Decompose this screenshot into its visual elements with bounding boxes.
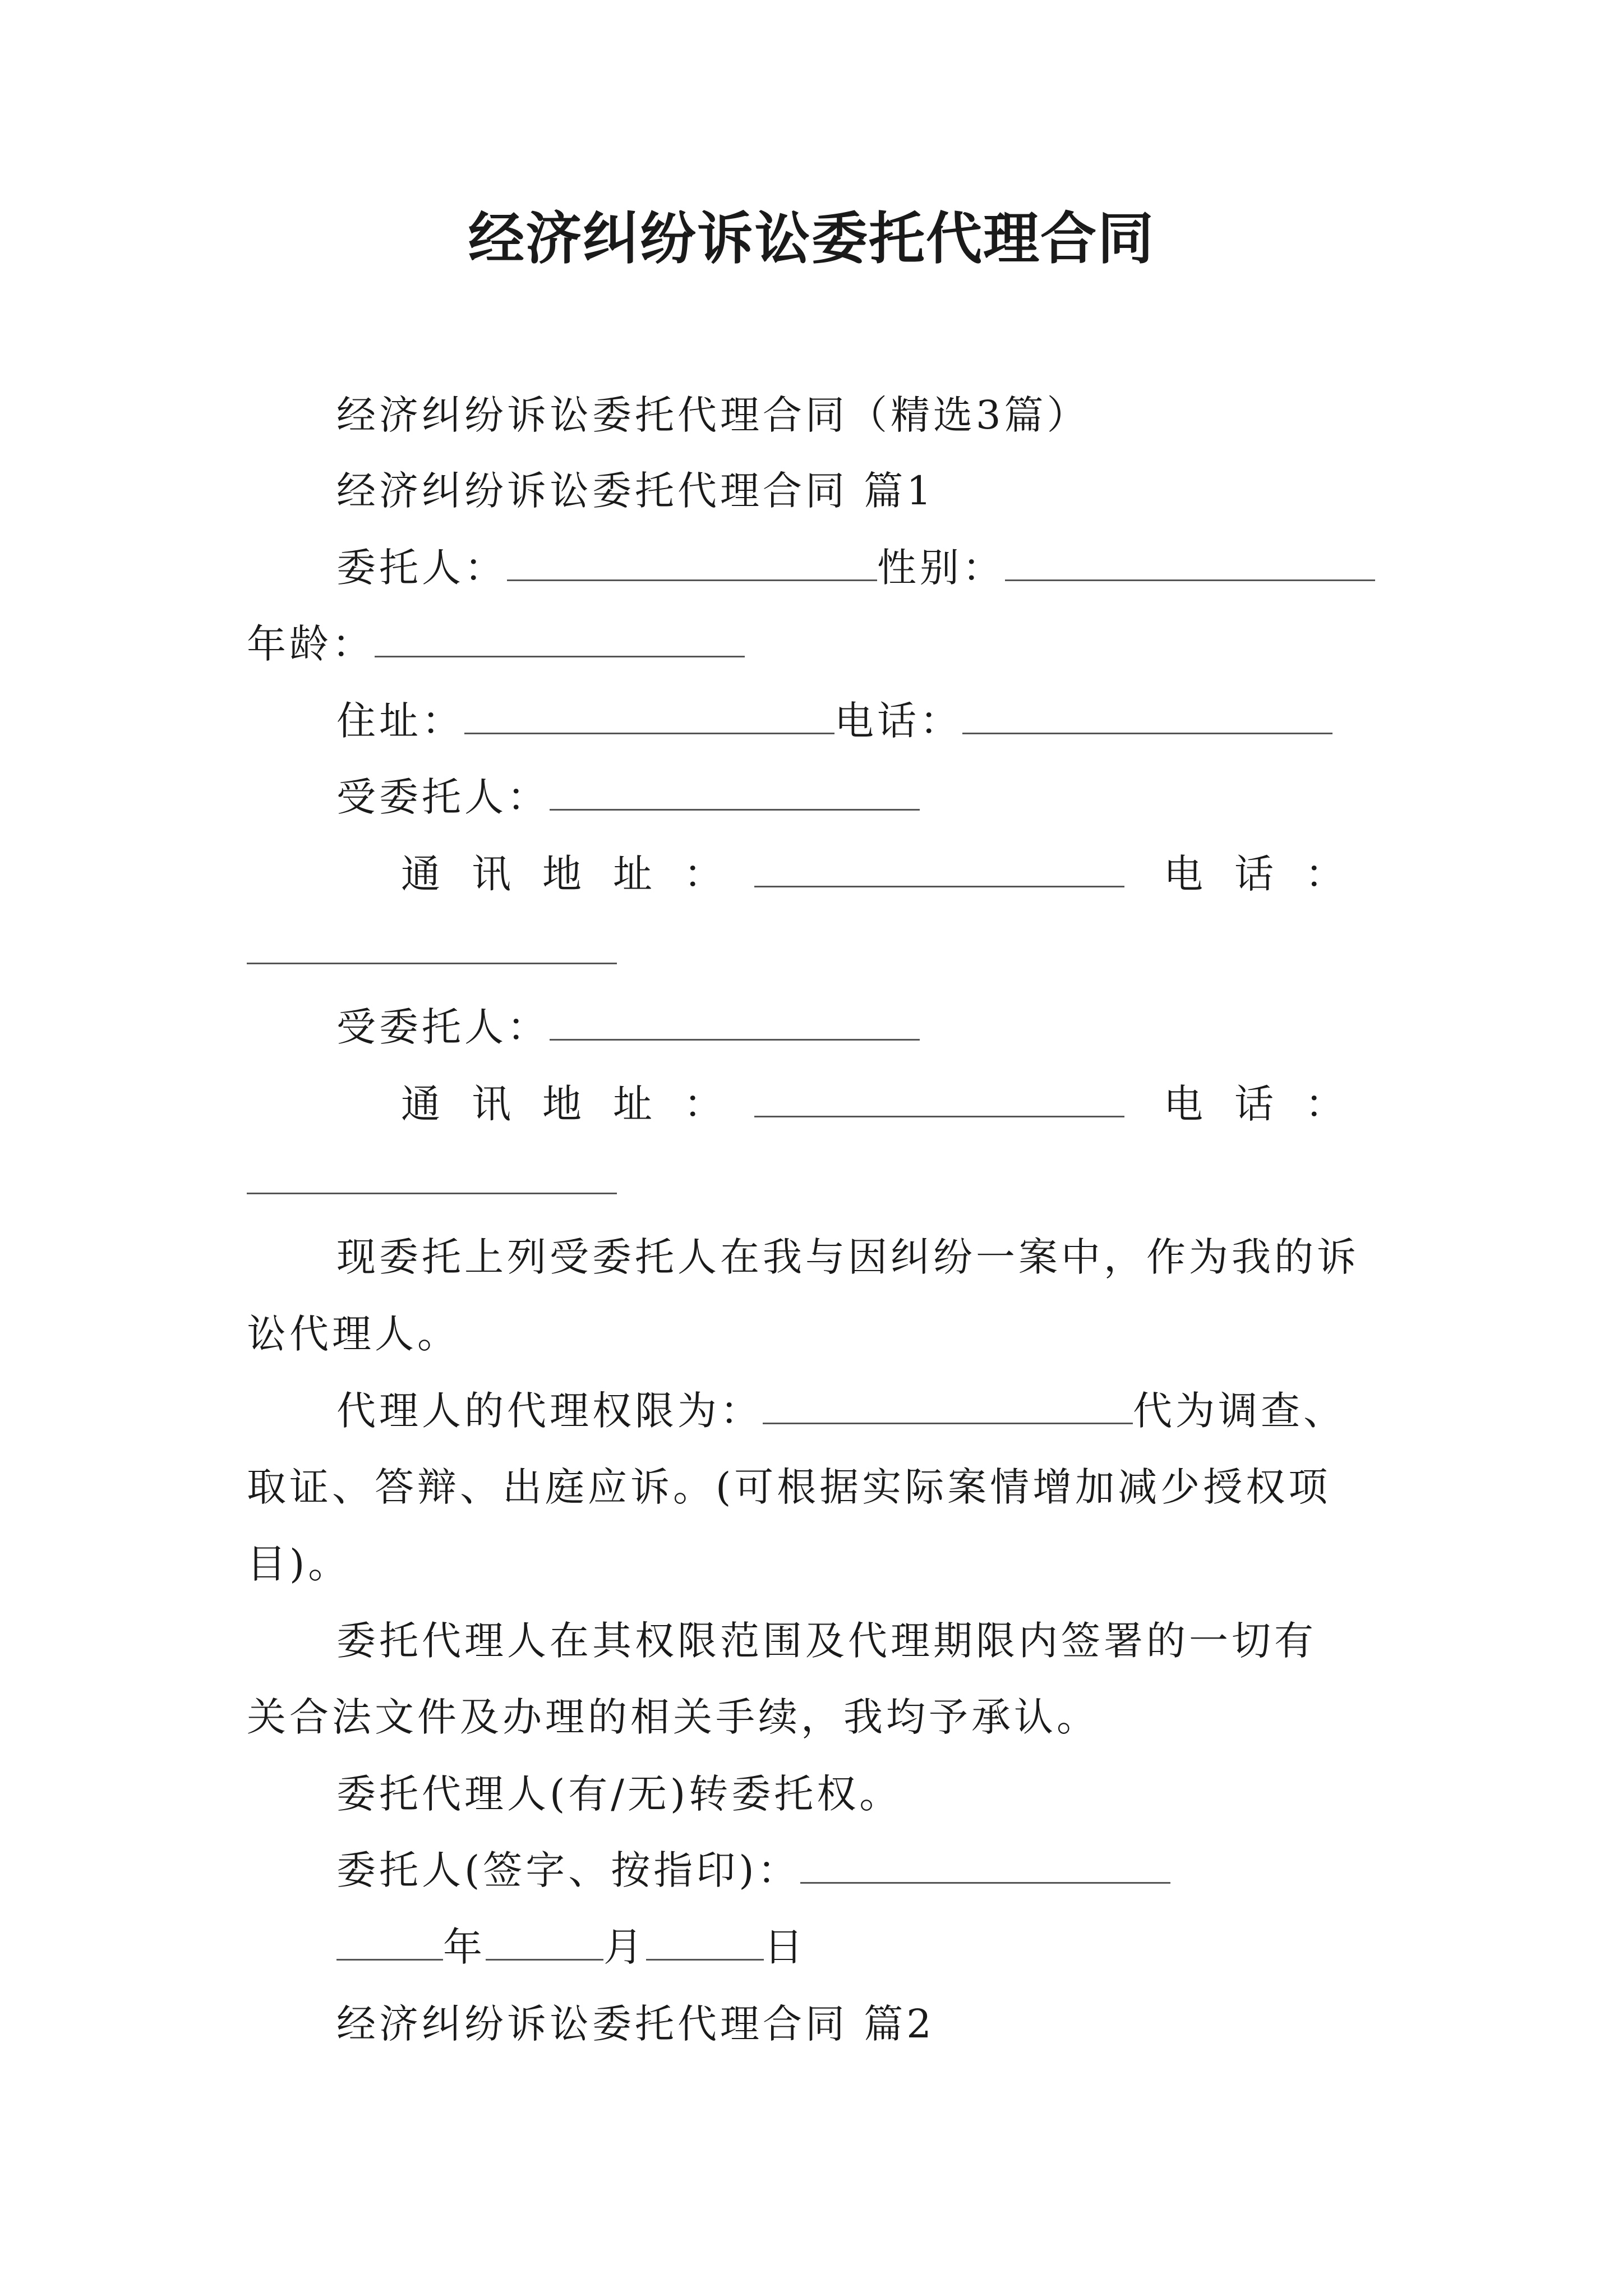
date-month-label: 月 — [603, 1924, 646, 1970]
comm-phone-line — [247, 923, 617, 979]
document-subtitle: 经济纠纷诉讼委托代理合同（精选3篇） — [336, 392, 1090, 438]
agent-blank — [550, 772, 920, 811]
phone-blank — [962, 696, 1332, 734]
agent2-blank — [550, 1002, 920, 1041]
comm-phone-label-2: 电话： — [1164, 1081, 1376, 1127]
section1-heading: 经济纠纷诉讼委托代理合同 篇1 — [336, 468, 935, 514]
agent2-line — [336, 999, 920, 1055]
document-title: 经济纠纷诉讼委托代理合同 — [468, 205, 1155, 272]
authority-line-3: 目)。 — [247, 1541, 351, 1587]
principal-label: 委托人： — [336, 545, 507, 591]
gender-label: 性别： — [877, 545, 1005, 591]
address-line — [336, 693, 1332, 749]
comm-phone-blank-2 — [247, 1156, 617, 1194]
day-blank — [646, 1922, 764, 1961]
date-year-label: 年 — [443, 1924, 486, 1970]
comm-address-blank-2 — [754, 1079, 1124, 1117]
subdelegate-line: 委托代理人(有/无)转委托权。 — [336, 1771, 902, 1817]
signature-label: 委托人(签字、按指印)： — [336, 1847, 800, 1893]
section2-heading: 经济纠纷诉讼委托代理合同 篇2 — [336, 2001, 935, 2047]
authority-blank — [763, 1386, 1133, 1424]
authority-line-2: 取证、答辩、出庭应诉。(可根据实际案情增加减少授权项 — [247, 1464, 1331, 1510]
signature-line — [336, 1842, 1170, 1898]
authority-label: 代理人的代理权限为： — [336, 1388, 763, 1434]
gender-blank — [1005, 542, 1375, 581]
address-label: 住址： — [336, 698, 464, 744]
comm-address-label-2: 通讯地址： — [401, 1081, 754, 1127]
entrust-paragraph-line-1: 现委托上列受委托人在我与因纠纷一案中，作为我的诉 — [336, 1234, 1359, 1280]
entrust-paragraph-line-2: 讼代理人。 — [247, 1311, 460, 1357]
principal-blank — [507, 542, 877, 581]
comm-address-label: 通讯地址： — [401, 851, 754, 897]
signature-blank — [800, 1845, 1170, 1884]
age-line — [247, 616, 745, 672]
age-blank — [375, 619, 745, 657]
acknowledge-line-1: 委托代理人在其权限范围及代理期限内签署的一切有 — [336, 1618, 1317, 1664]
month-blank — [486, 1922, 603, 1961]
principal-line — [336, 540, 1375, 596]
comm-line — [401, 846, 1376, 902]
authority-tail: 代为调查、 — [1133, 1388, 1346, 1434]
date-day-label: 日 — [764, 1924, 806, 1970]
comm-phone-blank — [247, 926, 617, 964]
year-blank — [336, 1922, 443, 1961]
address-blank — [464, 696, 834, 734]
age-label: 年龄： — [247, 621, 375, 667]
phone-label: 电话： — [834, 698, 962, 744]
comm-address-blank — [754, 849, 1124, 887]
acknowledge-line-2: 关合法文件及办理的相关手续，我均予承认。 — [247, 1694, 1099, 1740]
comm-line-2 — [401, 1076, 1376, 1132]
agent2-label: 受委托人： — [336, 1004, 550, 1050]
comm-phone-line-2 — [247, 1153, 617, 1209]
agent-label: 受委托人： — [336, 774, 550, 820]
agent-line — [336, 769, 920, 825]
date-line — [336, 1919, 806, 1975]
authority-line-1 — [336, 1383, 1346, 1439]
comm-phone-label: 电话： — [1164, 851, 1376, 897]
